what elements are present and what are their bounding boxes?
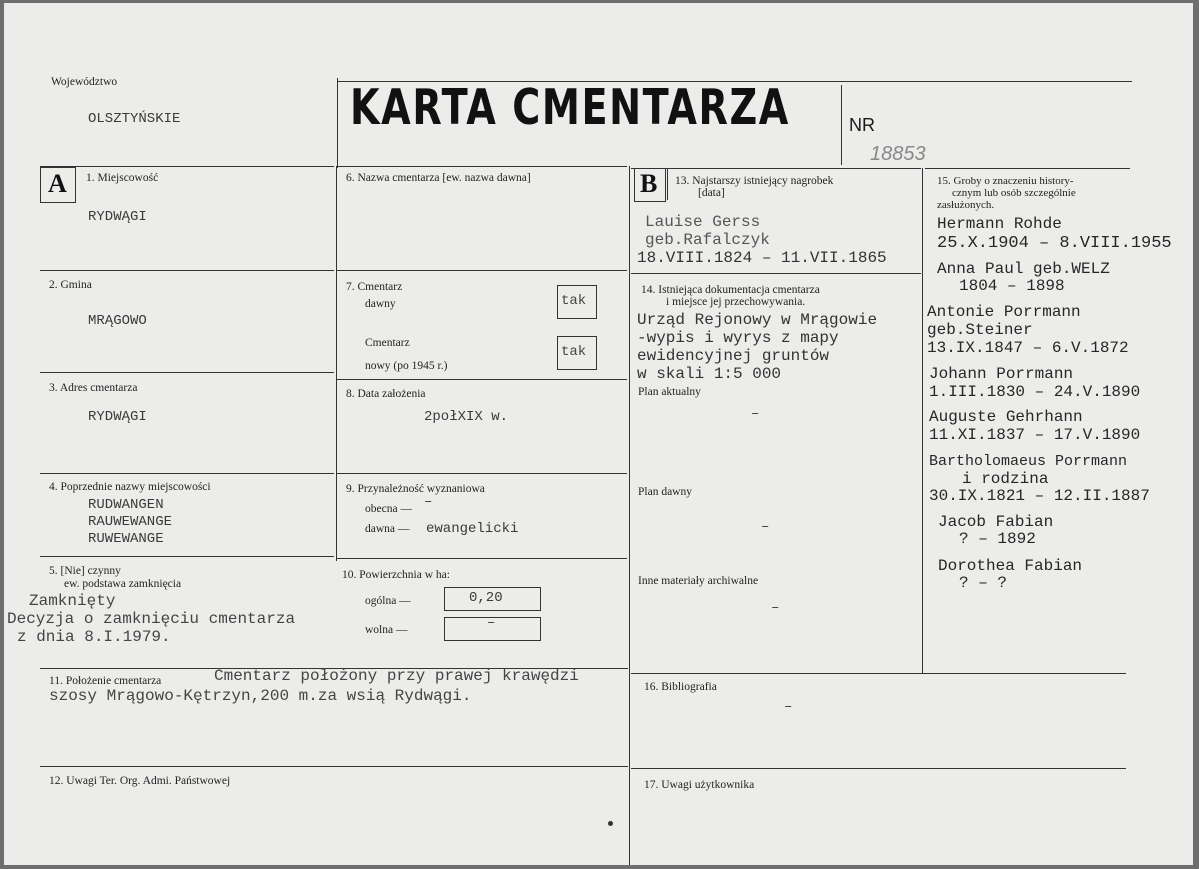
grave-5-dates: 11.XI.1837 – 17.V.1890 — [929, 426, 1141, 444]
card-title: KARTA CMENTARZA — [350, 79, 790, 136]
cemetery-card — [4, 3, 1193, 865]
oldest-tomb-dates: 18.VIII.1824 – 11.VII.1865 — [637, 249, 887, 267]
documentation-line-3: ewidencyjnej gruntów — [637, 347, 830, 365]
old-plan-label: Plan dawny — [638, 486, 692, 498]
grave-4-name: Johann Porrmann — [929, 365, 1074, 383]
locality-label: 1. Miejscowość — [86, 172, 159, 184]
closure-date: z dnia 8.I.1979. — [17, 628, 171, 646]
former-denomination-value: ewangelicki — [426, 521, 519, 537]
locality-value: RYDWĄGI — [88, 209, 147, 225]
bibliography-value: – — [784, 699, 793, 715]
new-cemetery-label-2: nowy (po 1945 r.) — [365, 360, 448, 372]
total-area-label: ogólna — — [365, 595, 411, 607]
current-plan-value: – — [751, 406, 760, 422]
grave-6-dates: 30.IX.1821 – 12.II.1887 — [929, 487, 1150, 505]
former-name-1: RUDWANGEN — [88, 497, 164, 513]
closure-status: Zamknięty — [29, 592, 116, 610]
new-cemetery-label-1: Cmentarz — [365, 337, 410, 349]
graves-label-1: 15. Groby o znaczeniu history- — [937, 175, 1074, 187]
commune-value: MRĄGOWO — [88, 313, 147, 329]
old-cemetery-label: dawny — [365, 298, 396, 310]
nr-value: 18853 — [870, 143, 926, 165]
grave-7-dates: ? – 1892 — [959, 530, 1036, 548]
graves-label-2: cznym lub osób szczególnie — [952, 187, 1076, 199]
grave-3-dates: 13.IX.1847 – 6.V.1872 — [927, 339, 1129, 357]
oldest-tomb-date-label: [data] — [698, 187, 725, 199]
ink-dot — [608, 821, 613, 826]
area-label: 10. Powierzchnia w ha: — [342, 569, 450, 581]
old-cemetery-value: tak — [561, 293, 587, 309]
cemetery-type-label: 7. Cmentarz — [346, 281, 403, 293]
former-names-label: 4. Poprzednie nazwy miejscowości — [49, 481, 211, 493]
current-plan-label: Plan aktualny — [638, 386, 701, 398]
grave-3-name: Antonie Porrmann — [927, 303, 1081, 321]
address-value: RYDWĄGI — [88, 409, 147, 425]
free-area-value: – — [487, 615, 496, 631]
oldest-tomb-maiden-name: geb.Rafalczyk — [645, 231, 770, 249]
former-denomination-label: dawna — — [365, 523, 410, 535]
closure-basis-label: ew. podstawa zamknięcia — [64, 578, 182, 590]
founding-date-value: 2połXIX w. — [424, 409, 509, 425]
graves-label-3: zasłużonych. — [937, 199, 995, 211]
grave-6-family: i rodzina — [962, 470, 1049, 488]
grave-5-name: Auguste Gehrhann — [929, 408, 1083, 426]
user-remarks-label: 17. Uwagi użytkownika — [644, 779, 755, 791]
grave-8-name: Dorothea Fabian — [938, 557, 1083, 575]
former-name-3: RUWEWANGE — [88, 531, 164, 547]
grave-8-dates: ? – ? — [959, 574, 1008, 592]
archive-materials-value: – — [771, 600, 780, 616]
location-value-1: Cmentarz położony przy prawej krawędzi — [214, 667, 579, 685]
section-b-letter: B — [640, 169, 658, 198]
grave-1-dates: 25.X.1904 – 8.VIII.1955 — [937, 234, 1172, 253]
cemetery-name-label: 6. Nazwa cmentarza [ew. nazwa dawna] — [346, 172, 531, 184]
documentation-label: 14. Istniejąca dokumentacja cmentarza — [641, 284, 820, 296]
active-label: 5. [Nie] czynny — [49, 565, 121, 577]
voivodeship-value: OLSZTYŃSKIE — [88, 111, 181, 127]
section-a-letter: A — [48, 169, 67, 198]
founding-date-label: 8. Data założenia — [346, 388, 426, 400]
denomination-label: 9. Przynależność wyznaniowa — [346, 483, 485, 495]
grave-2-dates: 1804 – 1898 — [959, 277, 1065, 295]
documentation-line-1: Urząd Rejonowy w Mrągowie — [637, 311, 878, 329]
oldest-tomb-name: Lauise Gerss — [645, 213, 761, 231]
documentation-line-2: -wypis i wyrys z mapy — [637, 329, 839, 347]
former-name-2: RAUWEWANGE — [88, 514, 173, 530]
grave-2-name: Anna Paul geb.WELZ — [937, 260, 1110, 278]
current-denomination-label: obecna — — [365, 503, 412, 515]
old-plan-value: – — [761, 519, 770, 535]
archive-materials-label: Inne materiały archiwalne — [638, 575, 759, 587]
new-cemetery-value: tak — [561, 344, 587, 360]
free-area-label: wolna — — [365, 624, 408, 636]
grave-6-name: Bartholomaeus Porrmann — [929, 453, 1128, 470]
bibliography-label: 16. Bibliografia — [644, 681, 717, 693]
closure-decision: Decyzja o zamknięciu cmentarza — [7, 610, 296, 628]
nr-label: NR — [849, 115, 875, 135]
grave-3-maiden-name: geb.Steiner — [927, 321, 1033, 339]
location-label: 11. Położenie cmentarza — [49, 675, 162, 687]
voivodeship-label: Województwo — [51, 76, 118, 88]
total-area-value: 0,20 — [469, 590, 503, 606]
current-denomination-value: – — [424, 494, 433, 510]
location-value-2: szosy Mrągowo-Kętrzyn,200 m.za wsią Rydwągi. — [49, 687, 472, 705]
oldest-tomb-label: 13. Najstarszy istniejący nagrobek — [675, 175, 834, 187]
documentation-line-4: w skali 1:5 000 — [637, 365, 782, 383]
grave-1-name: Hermann Rohde — [937, 215, 1062, 233]
admin-remarks-label: 12. Uwagi Ter. Org. Admi. Państwowej — [49, 775, 231, 787]
grave-7-name: Jacob Fabian — [938, 513, 1054, 531]
documentation-place-label: i miejsce jej przechowywania. — [666, 296, 806, 308]
grave-4-dates: 1.III.1830 – 24.V.1890 — [929, 383, 1141, 401]
address-label: 3. Adres cmentarza — [49, 382, 138, 394]
commune-label: 2. Gmina — [49, 279, 92, 291]
